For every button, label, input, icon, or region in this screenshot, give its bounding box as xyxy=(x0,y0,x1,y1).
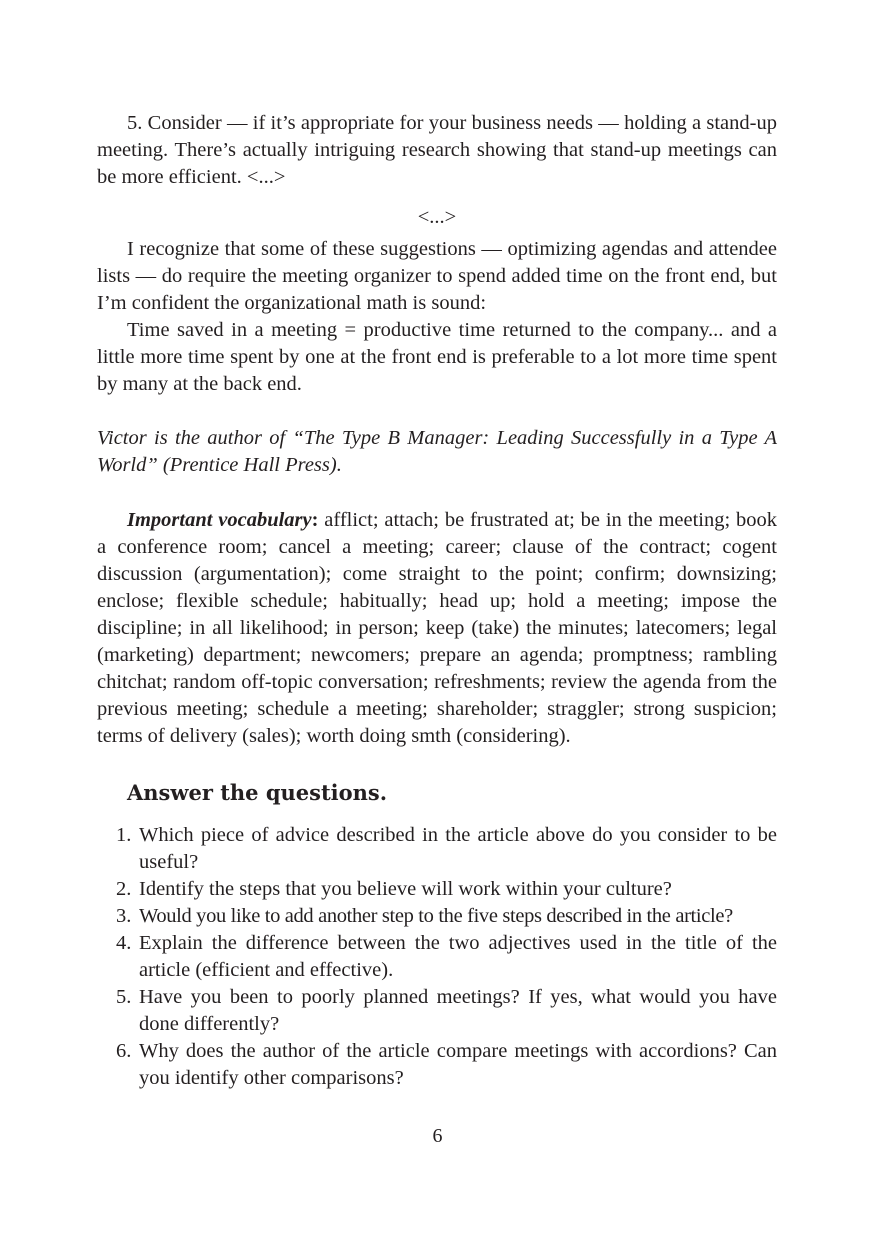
question-text: Identify the steps that you believe will work within your culture? xyxy=(139,878,672,900)
omission-marker: <...> xyxy=(417,206,457,228)
page-number: 6 xyxy=(432,1125,443,1147)
article-paragraph-step-5: 5. Consider — if it’s appropriate for your business needs — holding a stand-up meeting. There’s actually intriguing research showing that stand-up meetings can be more efficient. <...> xyxy=(97,112,777,188)
vocabulary-label: Important vocabulary xyxy=(127,509,312,531)
question-number: 6. xyxy=(116,1040,132,1062)
section-title: Answer the questions. xyxy=(127,780,388,805)
question-text: Explain the difference between the two adjectives used in the title of the article (efficient and effective). xyxy=(139,932,777,981)
question-number: 3. xyxy=(116,905,132,927)
question-item xyxy=(97,984,777,1038)
question-item xyxy=(97,903,777,930)
question-number: 5. xyxy=(116,986,132,1008)
article-paragraph-recognize: I recognize that some of these suggestions — optimizing agendas and attendee lists — do require the meeting organizer to spend added time on the front end, but I’m confident the organizational math is sound: xyxy=(97,238,777,314)
vocabulary-colon: : xyxy=(311,509,319,531)
page-content xyxy=(97,110,777,1092)
question-item xyxy=(97,876,777,903)
question-text: Would you like to add another step to the five steps described in the article? xyxy=(139,905,733,927)
question-number: 4. xyxy=(116,932,132,954)
vocabulary-list: afflict; attach; be frustrated at; be in the meeting; book a conference room; cancel a meeting; career; clause of the contract; cogent discussion (argumentation); come straight to the point; confirm; downsizing; enclose; flexible schedule; habitually; head up; hold a meeting; impose the discipline; in all likelihood; in person; keep (take) the minutes; latecomers; legal (marketing) department; newcomers; prepare an agenda; promptness; rambling chitchat; random off-topic conversation; refreshments; review the agenda from the previous meeting; schedule a meeting; shareholder; straggler; strong suspicion; terms of delivery (sales); worth doing smth (considering). xyxy=(97,509,777,747)
question-text: Which piece of advice described in the article above do you consider to be useful? xyxy=(139,824,777,873)
question-number: 2. xyxy=(116,878,132,900)
question-text: Have you been to poorly planned meetings? If yes, what would you have done differently? xyxy=(139,986,777,1035)
question-item xyxy=(97,930,777,984)
questions-list xyxy=(97,822,777,1092)
author-note: Victor is the author of “The Type B Manager: Leading Successfully in a Type A World” (Prentice Hall Press). xyxy=(97,427,777,476)
question-text: Why does the author of the article compare meetings with accordions? Can you identify other comparisons? xyxy=(139,1040,777,1089)
vocabulary-paragraph xyxy=(97,507,777,750)
article-paragraph-time-saved: Time saved in a meeting = productive time returned to the company... and a little more time spent by one at the front end is preferable to a lot more time spent by many at the back end. xyxy=(97,319,777,395)
question-item xyxy=(97,822,777,876)
question-item xyxy=(97,1038,777,1092)
question-number: 1. xyxy=(116,824,132,846)
